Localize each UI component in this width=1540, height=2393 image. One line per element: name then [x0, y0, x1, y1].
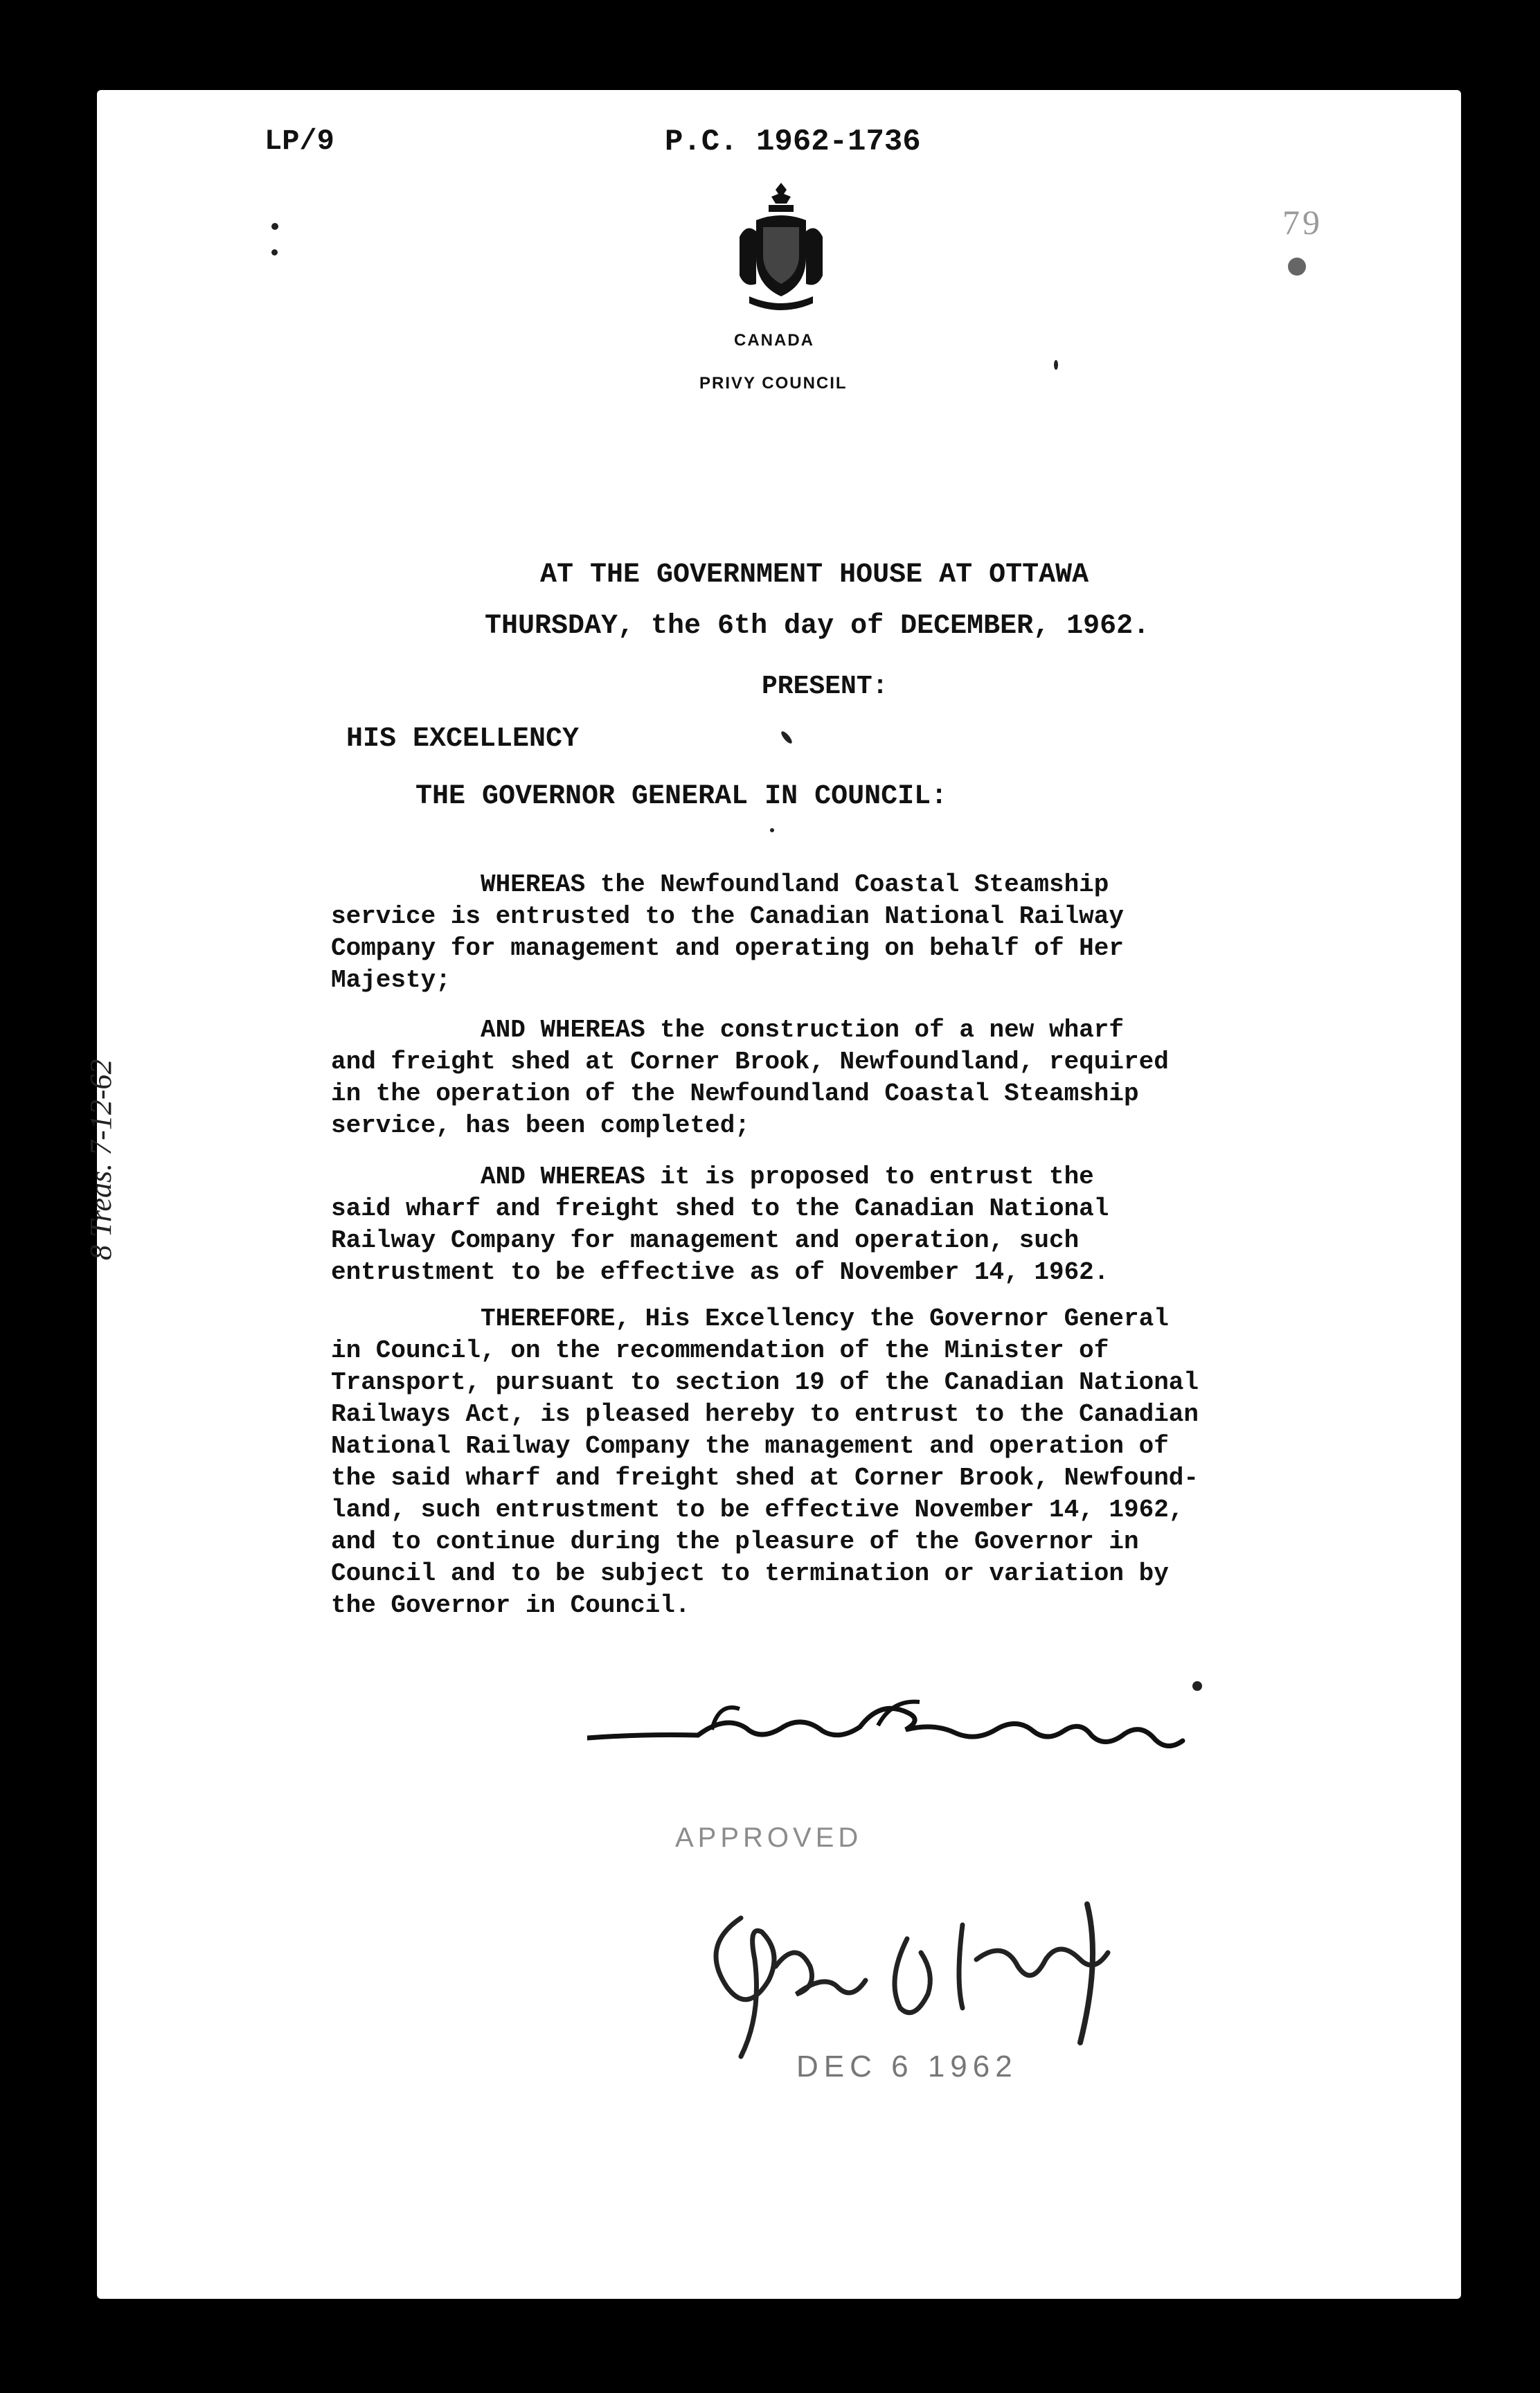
approved-stamp: APPROVED: [675, 1822, 863, 1853]
excellency-line: HIS EXCELLENCY: [346, 724, 580, 755]
scan-speck: [770, 828, 774, 832]
scan-speck: [271, 223, 278, 230]
folio-number: 79: [1282, 203, 1323, 242]
file-code: LP/9: [265, 125, 334, 158]
coat-of-arms-icon: [735, 179, 827, 317]
place-line: AT THE GOVERNMENT HOUSE AT OTTAWA: [540, 559, 1089, 591]
country-label: CANADA: [734, 331, 814, 350]
therefore-paragraph: THEREFORE, His Excellency the Governor General in Council, on the recommendation of the Minister of Transport, pursuant to section 19 of the Canadian National Railways Act, is pleased hereby to entrust to the Canadian National Railway Company the management and operation of the said wharf and freight shed at Corner Brook, Newfound- land, such entrustment to be effective November 14, 1962, and to continue during the pleasure of the Governor in Council and to be subject to termination or variation by the Governor in Council.: [331, 1305, 1199, 1620]
approval-date-stamp: DEC 6 1962: [796, 2050, 1018, 2083]
clerk-signature: [587, 1690, 1190, 1773]
and-whereas-entrust-paragraph: AND WHEREAS it is proposed to entrust the said wharf and freight shed to the Canadian National Railway Company for management and operation, such entrustment to be effective as of November 14, 1962.: [331, 1163, 1109, 1287]
council-line: THE GOVERNOR GENERAL IN COUNCIL:: [415, 781, 948, 812]
date-line: THURSDAY, the 6th day of DECEMBER, 1962.: [485, 611, 1150, 642]
scan-speck: [1288, 258, 1306, 276]
governor-general-signature: [699, 1876, 1143, 2063]
and-whereas-construction-paragraph: AND WHEREAS the construction of a new wharf and freight shed at Corner Brook, Newfoundland, required in the operation of the Newfoundland Coastal Steamship service, has been completed;: [331, 1016, 1169, 1140]
present-line: PRESENT:: [762, 672, 888, 701]
scan-speck: [1192, 1681, 1202, 1691]
margin-note: 8 Treas. 7-12-62: [84, 1059, 118, 1260]
scan-speck: [271, 249, 278, 256]
order-number: P.C. 1962-1736: [665, 125, 921, 159]
council-label: PRIVY COUNCIL: [699, 374, 848, 393]
whereas-paragraph: WHEREAS the Newfoundland Coastal Steamship service is entrusted to the Canadian National Railway Company for management and operating on behalf of Her Majesty;: [331, 870, 1124, 994]
scan-speck: [1054, 360, 1058, 370]
